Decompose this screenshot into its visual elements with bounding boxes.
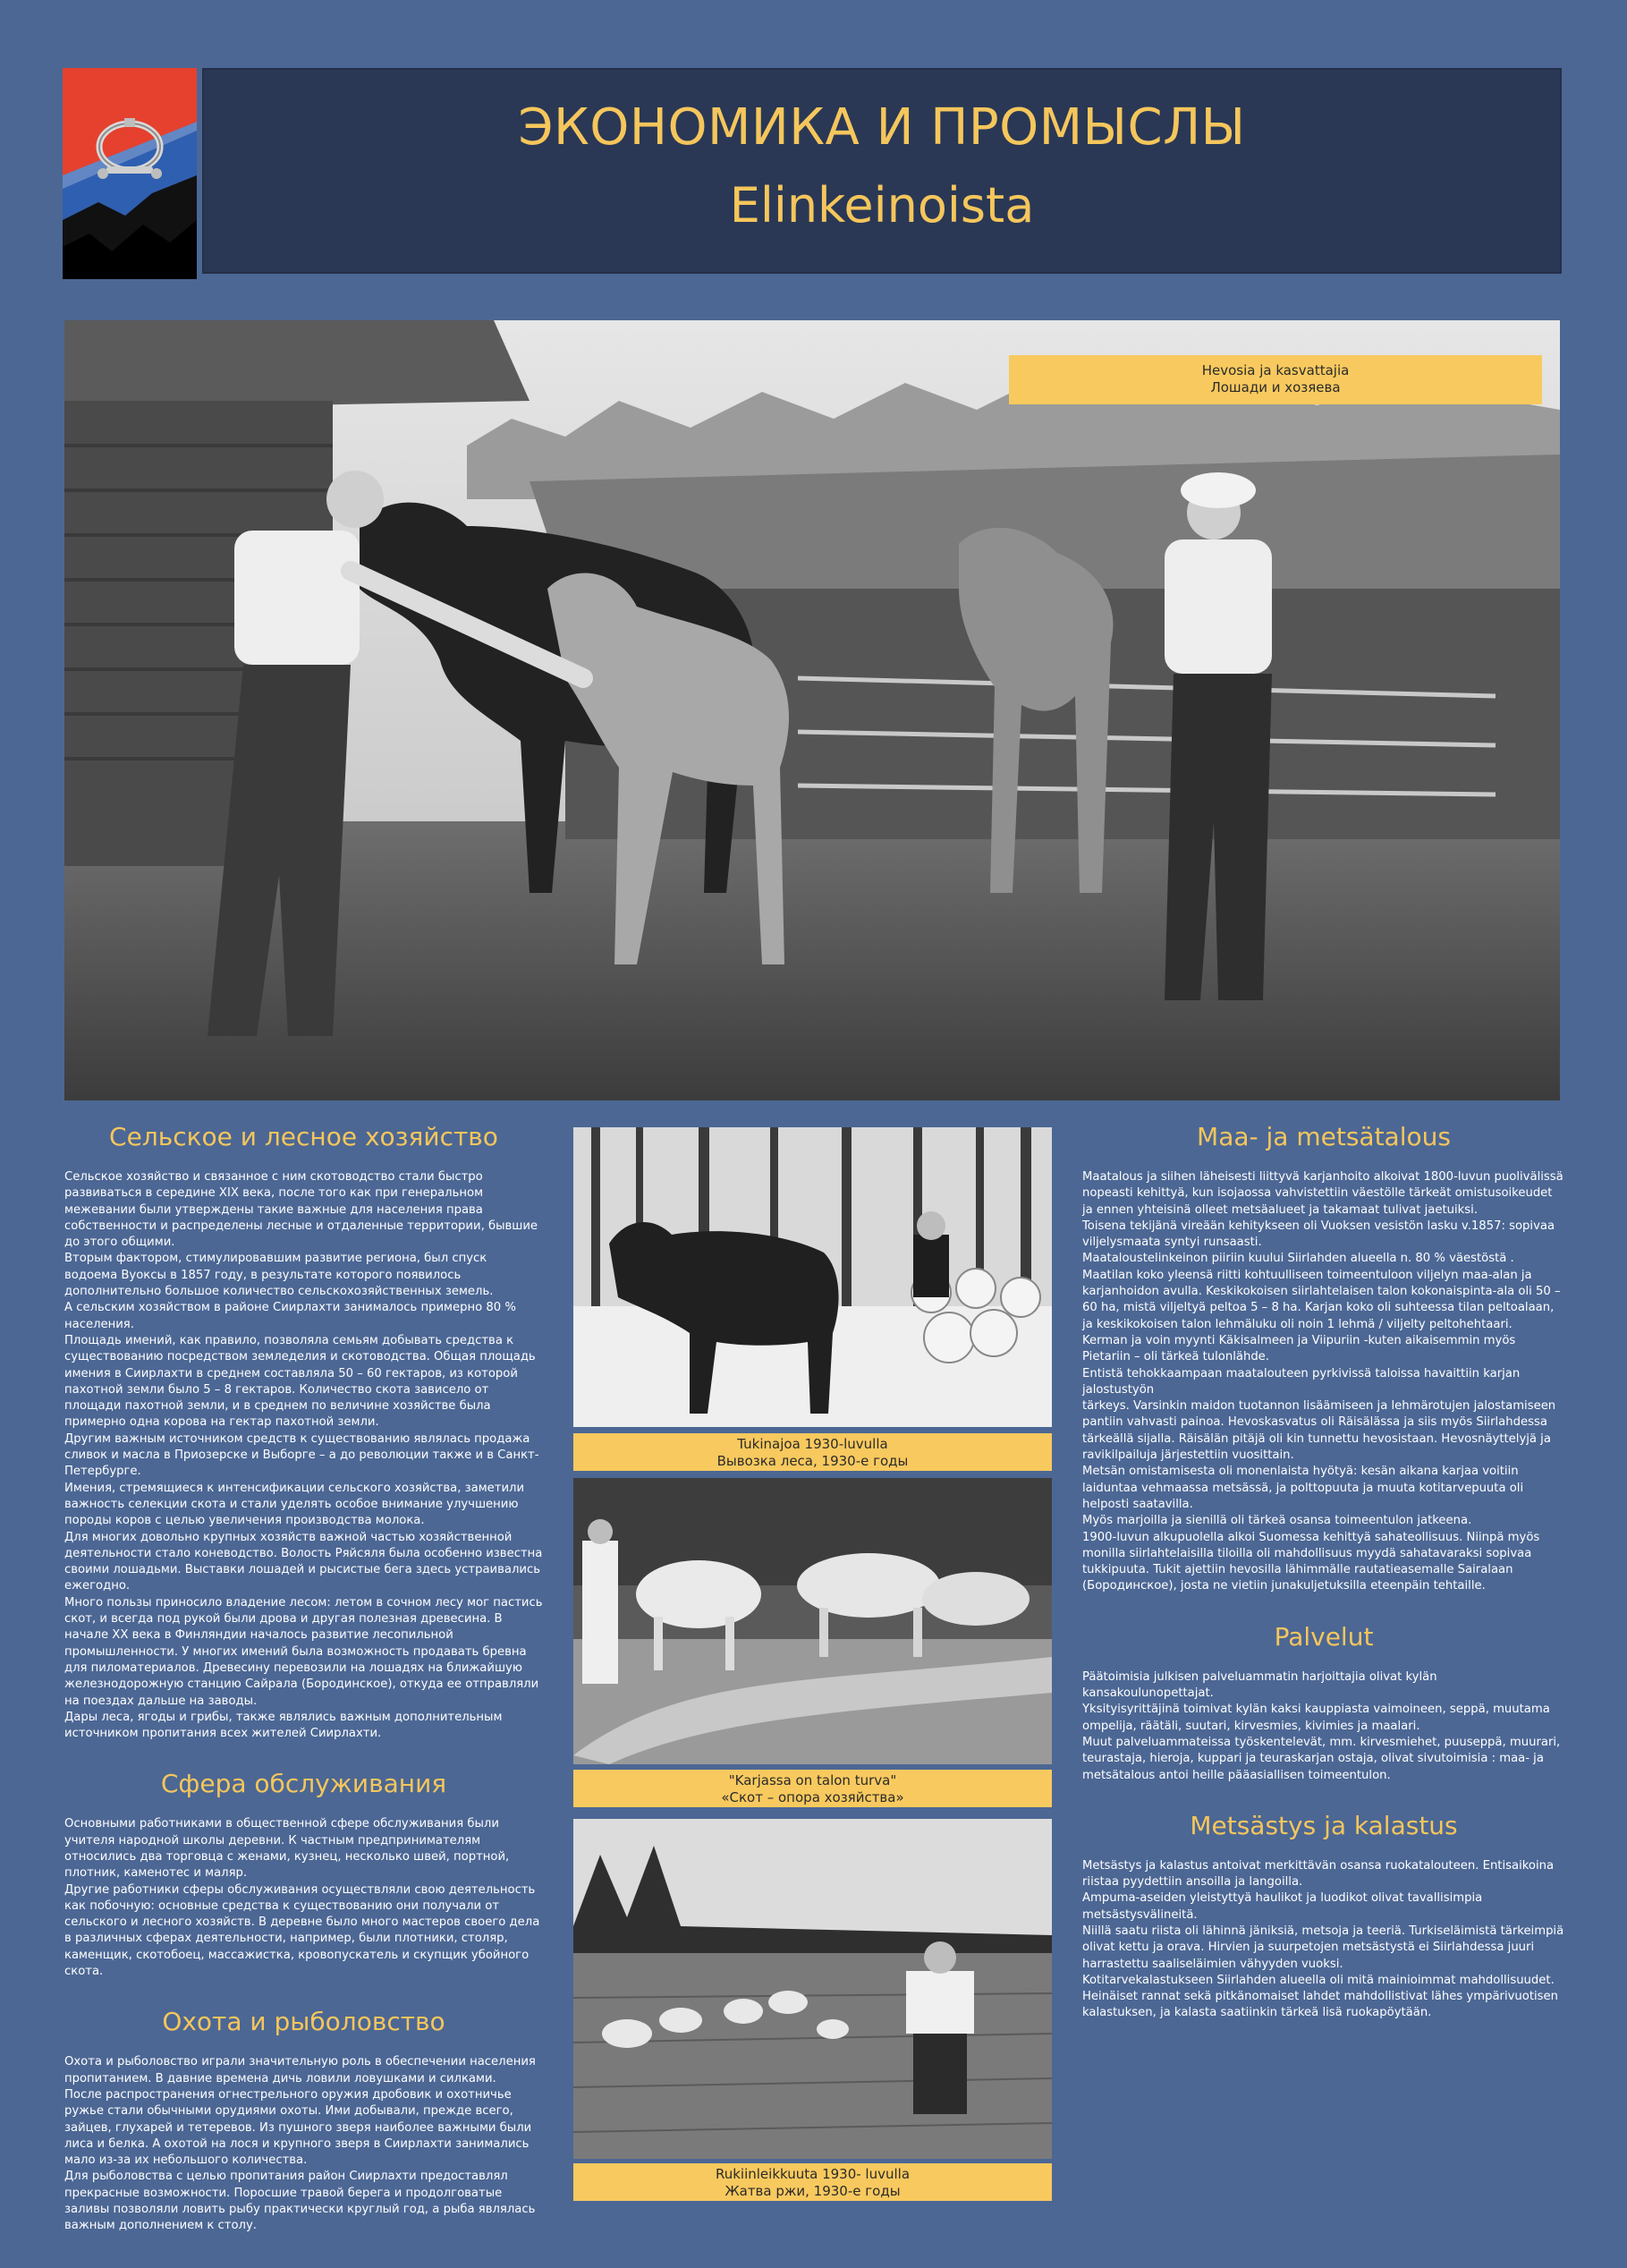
section-title: Maa- ja metsätalous [1197, 1122, 1451, 1151]
harvest-caption-fi: Rukiinleikkuuta 1930- luvulla [715, 2166, 911, 2182]
section-body: Maatalous ja siihen läheisesti liittyvä karjanhoito alkoivat 1800-luvun puolivälissä nopeasti kehittyä, kun isojaossa vahvistettiin väestölle tärkeät omistusoikeudet ja ennen yhteisinä olleet metsäalueet ja takamaat tulivat jaetuiksi. Toisena tekijänä vireään kehitykseen oli Vuoksen vesistön lasku v.1857: sopivaa viljelysmaata syntyi runsaasti. Maataloustelinkeinon piiriin kuului Siirlahden alueella n. 80 % väestöstä . Maatilan koko yleensä riitti kohtuulliseen toimeentuloon viljelyn maa-alan ja karjanhoidon avulla. Keskikokoisen siirlahtelaisen talon kokonaispinta-ala oli 50 – 60 ha, mistä viljeltyä peltoa 5 – 8 ha. Karjan koko oli suhteessa tilan peltoalaan, ja keskikokoisen talon lehmäluku oli noin 1 lehmä / viljelty peltohehtaari. Kerman ja voin myynti Käkisalmeen ja Viipuriin -kuten aikaisemmin myös Pietariin – oli tärkeä tulonlähde. Entistä tehokkaampaan maatalouteen pyrkivissä taloissa havaittiin karjan jalostustyön tärkeys. Varsinkin maidon tuotannon lisäämiseen ja lehmärotujen jalostamiseen pantiin vahvasti painoa. Hevoskasvatus oli Räisälässa ja siis myös Siirlahdessa tärkeällä sijalla. Räisälän pitäjä oli kin tunnettu hevosistaan. Hevosnäyttelyjä ja ravikilpailuja järjestettiin vuosittain. Metsän omistamisesta oli monenlaista hyötyä: kesän aikana karjaa voitiin laiduntaa vehmaassa metsässä, ja polttopuuta ja muuta kotitarvepuuta oli helposti saatavilla. Myös marjoilla ja sienillä oli tärkeä osansa toimeentulon jatkeena. 1900-luvun alkupuolella alkoi Suomessa kehittyä sahateollisuus. Niinpä myös monilla siirlahtelaisilla tiloilla oli mahdollisuus myydä sahatavaraksi sopivaa tukkipuuta. Tukit ajettiin hevosilla lähimmälle rautatieasemalle Sairalaan (Бородинское), josta ne vietiin junakuljetuksilla eteenpäin tehtaille. [1082, 1170, 1563, 1593]
section-services-fi [1082, 1622, 1565, 1784]
coat-of-arms-emblem-icon [63, 68, 197, 279]
horses-photo-image [64, 320, 1560, 1100]
logging-caption-ru: Вывозка леса, 1930-е годы [716, 1453, 909, 1469]
section-title: Сельское и лесное хозяйство [109, 1122, 498, 1151]
section-title: Metsästys ja kalastus [1190, 1810, 1458, 1840]
section-body: Päätoimisia julkisen palveluammatin harjoittajia olivat kylän kansakoulunopettajat. Yksityisyrittäjinä toimivat kylän kaksi kauppiasta vaimoineen, seppä, muutama ompelija, räätäli, suutari, kirvesmies, kivimies ja maalari. Muut palveluammateissa työskentelevät, mm. kirvesmiehet, puuseppä, muurari, teurastaja, hieroja, kuppari ja teuraskarjan ostaja, olivat sivutoimisia : maa- ja metsätalous antoi heille pääasiallisen toimeentulon. [1082, 1669, 1561, 1782]
harvest-caption-ru: Жатва ржи, 1930-е годы [725, 2183, 901, 2199]
page-title-fi: Elinkeinoista [729, 177, 1035, 234]
left-column [64, 1122, 543, 2262]
harvest-photo [573, 1819, 1052, 2159]
coat-of-arms-logo [63, 68, 197, 279]
section-title: Palvelut [1274, 1621, 1374, 1652]
section-title: Сфера обслуживания [160, 1769, 447, 1799]
section-services-ru [64, 1769, 543, 1980]
logging-caption [573, 1433, 1052, 1471]
section-body: Metsästys ja kalastus antoivat merkittävän osansa ruokatalouteen. Entisaikoina riistaa pyydettiin ansoilla ja langoilla. Ampuma-aseiden yleistyttyä haulikot ja luodikot olivat tavallisimpia metsästysvälineitä. Niillä saatu riista oli lähinnä jäniksiä, metsoja ja teeriä. Turkiseläimistä tärkeimpiä olivat kettu ja orava. Hirvien ja suurpetojen metsästystä ei Siirlahdessa juuri harrastettu saaliseläimien vähyyden vuoksi. Kotitarvekalastukseen Siirlahden alueella oli mitä mainioimmat mahdollisuudet. Heinäiset rannat sekä pitkänomaiset lahdet mahdollistivat lähes ympärivuotisen kalastuksen, ja kalasta saatiinkin tärkeä lisä ruokapöytään. [1082, 1858, 1564, 2020]
cattle-photo-image [573, 1478, 1052, 1764]
logging-photo [573, 1127, 1052, 1427]
logging-caption-fi: Tukinajoa 1930-luvulla [737, 1436, 888, 1452]
cattle-caption-fi: "Karjassa on talon turva" [728, 1772, 897, 1788]
harvest-caption [573, 2163, 1052, 2201]
section-agriculture-ru [64, 1122, 543, 1742]
main-photo-horses [64, 320, 1560, 1100]
section-hunting-ru [64, 2007, 543, 2234]
right-column [1082, 1122, 1565, 2049]
section-body: Охота и рыболовство играли значительную роль в обеспечении населения пропитанием. В давние времена дичь ловили ловушками и силками. После распространения огнестрельного оружия дробовик и охотничье ружье стали обычными орудиями охоты. Ими добывали, прежде всего, зайцев, глухарей и тетеревов. Из пушного зверя наиболее важными были лиса и белка. А охотой на лося и крупного зверя в Сиирлахти занимались мало из-за их небольшого количества. Для рыболовства с целью пропитания район Сиирлахти предоставлял прекрасные возможности. Поросшие травой берега и продолговатые заливы позволяли ловить рыбу практически круглый год, а рыба являлась важным дополнением к столу. [64, 2055, 536, 2233]
harvest-photo-image [573, 1819, 1052, 2159]
main-caption-fi: Hevosia ja kasvattajia [1201, 362, 1350, 378]
cattle-caption [573, 1770, 1052, 1807]
main-photo-caption [1009, 355, 1542, 404]
logging-photo-image [573, 1127, 1052, 1427]
section-body: Сельское хозяйство и связанное с ним скотоводство стали быстро развиваться в середине XIX века, после того как при генеральном межевании были утверждены такие важные для населения права собственности и распределены лесные и отдаленные территории, бывшие до этого общими. Вторым фактором, стимулировавшим развитие региона, был спуск водоема Вуоксы в 1857 году, в результате которого появилось дополнительно большое количество сельскохозяйственных земель. А сельским хозяйством в районе Сиирлахти занималось примерно 80 % населения. Площадь имений, как правило, позволяла семьям добывать средства к существованию посредством земледелия и скотоводства. Общая площадь имения в Сиирлахти в среднем составляла 50 – 60 гектаров, из которой пахотной земли было 5 – 8 гектаров. Количество скота зависело от площади пахотной земли, и в среднем по величине хозяйстве была примерно одна корова на гектар пахотной земли. Другим важным источником средств к существованию являлась продажа сливок и масла в Приозерске и Выборге – а до революции также и в Санкт-Петербурге. Имения, стремящиеся к интенсификации сельского хозяйства, заметили важность селекции скота и стали уделять особое внимание улучшению породы коров с целью увеличения производства молока. Для многих довольно крупных хозяйств важной частью хозяйственной деятельности стало коневодство. Волость Ряйсяля была особенно известна своими лошадьми. Выставки лошадей и рысистые бега здесь устраивались ежегодно. Много пользы приносило владение лесом: летом в сочном лесу мог пастись скот, и всегда под рукой были дрова и другая полезная древесина. В начале XX века в Финляндии началось развитие лесопильной промышленности. У многих имений была возможность продавать бревна для пиломатериалов. Древесину перевозили на лошадях на ближайшую железнодорожную станцию Сайрала (Бородинское), откуда ее отправляли на поездах дальше на заводы. Дары леса, ягоды и грибы, также являлись важным дополнительным источником пропитания всех жителей Сиирлахти. [64, 1170, 543, 1741]
section-hunting-fi [1082, 1811, 1565, 2022]
main-caption-ru: Лошади и хозяева [1210, 379, 1341, 395]
cattle-caption-ru: «Скот – опора хозяйства» [721, 1789, 904, 1805]
section-title: Охота и рыболовство [162, 2007, 445, 2037]
cattle-photo [573, 1478, 1052, 1764]
section-agriculture-fi [1082, 1122, 1565, 1595]
section-body: Основными работниками в общественной сфере обслуживания были учителя народной школы деревни. К частным предпринимателям относились два торговца с женами, кузнец, несколько швей, портной, плотник, каменотес и маляр. Другие работники сферы обслуживания осуществляли свою деятельность как побочную: основные средства к существованию они получали от сельского и лесного хозяйств. В деревне было много мастеров своего дела в различных сферах деятельности, например, были плотники, столяр, каменщик, скотобоец, массажистка, кровопускатель и скупщик убойного скота. [64, 1817, 540, 1979]
header-band [202, 68, 1562, 274]
page-title-ru: ЭКОНОМИКА И ПРОМЫСЛЫ [518, 98, 1246, 157]
